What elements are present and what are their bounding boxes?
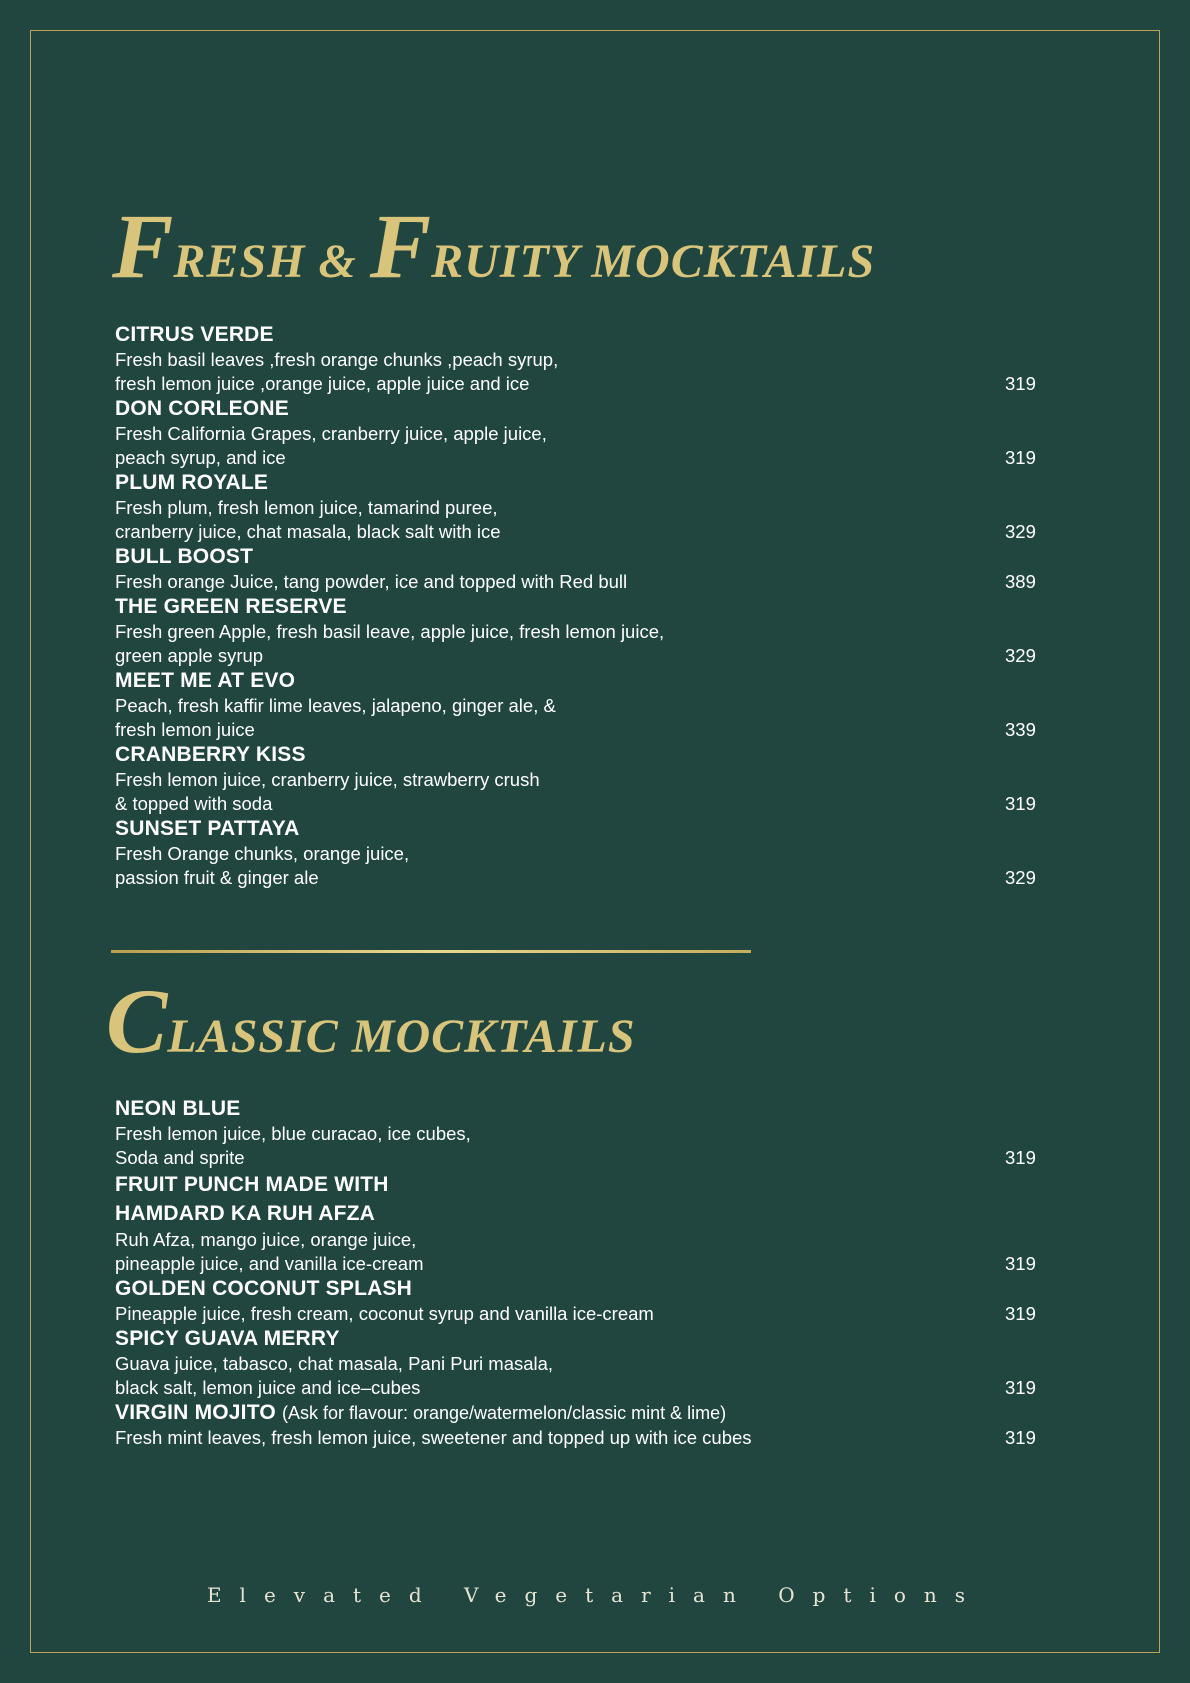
item-price: 319 [1005, 1253, 1036, 1274]
section-divider [111, 950, 751, 953]
item-price: 389 [1005, 571, 1036, 592]
menu-item [115, 1170, 1065, 1276]
section-title-classic [106, 970, 636, 1072]
item-name: SUNSET PATTAYA [115, 817, 300, 840]
item-price: 329 [1005, 645, 1036, 666]
title-text: RUITY MOCKTAILS [431, 235, 876, 288]
item-name: SPICY GUAVA MERRY [115, 1327, 340, 1350]
item-price: 319 [1005, 1427, 1036, 1448]
item-description: Fresh plum, fresh lemon juice, tamarind puree, cranberry juice, chat masala, black salt with ice [115, 497, 501, 542]
item-description: Ruh Afza, mango juice, orange juice, pineapple juice, and vanilla ice-cream [115, 1229, 424, 1274]
menu-item [115, 742, 1065, 816]
item-name-row [115, 1400, 1065, 1426]
item-name: FRUIT PUNCH MADE WITH HAMDARD KA RUH AFZA [115, 1173, 389, 1225]
title-text: LASSIC MOCKTAILS [167, 1010, 636, 1063]
item-description: Pineapple juice, fresh cream, coconut syrup and vanilla ice-cream [115, 1303, 654, 1324]
item-note: (Ask for flavour: orange/watermelon/classic mint & lime) [281, 1403, 727, 1423]
menu-item [115, 544, 1065, 594]
item-description: Peach, fresh kaffir lime leaves, jalapeno, ginger ale, & fresh lemon juice [115, 695, 556, 740]
menu-item [115, 396, 1065, 470]
menu-item [115, 594, 1065, 668]
item-description: Fresh mint leaves, fresh lemon juice, sweetener and topped up with ice cubes [115, 1427, 752, 1448]
item-price: 319 [1005, 1377, 1036, 1398]
item-description: Fresh orange Juice, tang powder, ice and topped with Red bull [115, 571, 628, 592]
item-name: CITRUS VERDE [115, 323, 274, 346]
item-price: 339 [1005, 719, 1036, 740]
menu-item [115, 322, 1065, 396]
menu-list-classic [115, 1096, 1065, 1450]
item-description: Fresh California Grapes, cranberry juice, apple juice, peach syrup, and ice [115, 423, 547, 468]
item-description: Fresh lemon juice, blue curacao, ice cubes, Soda and sprite [115, 1123, 471, 1168]
item-price: 319 [1005, 793, 1036, 814]
item-price: 319 [1005, 1147, 1036, 1168]
item-name: GOLDEN COCONUT SPLASH [115, 1277, 413, 1300]
item-description: Fresh Orange chunks, orange juice, passion fruit & ginger ale [115, 843, 410, 888]
section-title-fresh-fruity [112, 195, 876, 297]
item-name: NEON BLUE [115, 1097, 241, 1120]
menu-item [115, 1326, 1065, 1400]
item-price: 319 [1005, 447, 1036, 468]
title-initial: C [106, 970, 168, 1072]
title-initial: F [112, 195, 174, 297]
item-price: 329 [1005, 867, 1036, 888]
item-description: Fresh lemon juice, cranberry juice, strawberry crush & topped with soda [115, 769, 540, 814]
title-text: RESH & [173, 235, 370, 288]
item-name: THE GREEN RESERVE [115, 595, 347, 618]
item-description: Fresh green Apple, fresh basil leave, apple juice, fresh lemon juice, green apple syrup [115, 621, 665, 666]
item-name: VIRGIN MOJITO [115, 1401, 276, 1424]
menu-item [115, 470, 1065, 544]
menu-item [115, 816, 1065, 890]
item-description: Guava juice, tabasco, chat masala, Pani Puri masala, black salt, lemon juice and ice–cubes [115, 1353, 554, 1398]
item-price: 319 [1005, 1303, 1036, 1324]
item-description: Fresh basil leaves ,fresh orange chunks ,peach syrup, fresh lemon juice ,orange juice, apple juice and ice [115, 349, 559, 394]
item-name: CRANBERRY KISS [115, 743, 306, 766]
footer-tagline: Elevated Vegetarian Options [206, 1583, 984, 1607]
item-price: 329 [1005, 521, 1036, 542]
item-name: DON CORLEONE [115, 397, 289, 420]
menu-item [115, 1400, 1065, 1450]
menu-list-fresh-fruity [115, 322, 1065, 890]
title-initial: F [369, 195, 432, 297]
item-price: 319 [1005, 373, 1036, 394]
menu-item [115, 1276, 1065, 1326]
menu-item [115, 668, 1065, 742]
item-name: BULL BOOST [115, 545, 254, 568]
item-name: MEET ME AT EVO [115, 669, 296, 692]
item-name: PLUM ROYALE [115, 471, 269, 494]
menu-item [115, 1096, 1065, 1170]
